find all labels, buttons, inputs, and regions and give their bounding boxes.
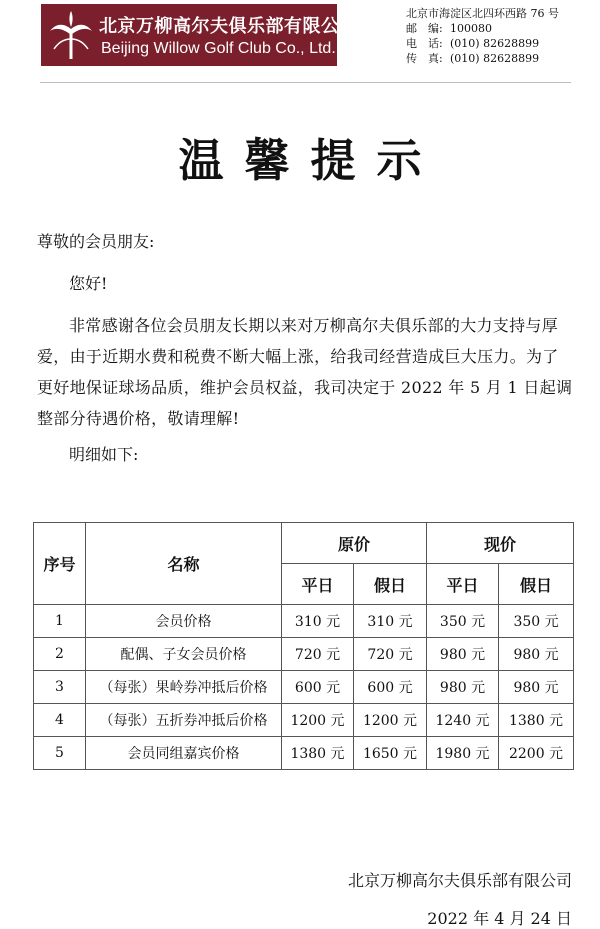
- row-orig-weekday: 1200 元: [282, 704, 354, 737]
- header-name: 名称: [86, 523, 282, 605]
- header-cur-weekday: 平日: [427, 564, 499, 605]
- contact-info: [406, 6, 559, 66]
- row-orig-holiday: 310 元: [354, 605, 427, 638]
- header-original-price: 原价: [282, 523, 427, 564]
- row-no: 2: [34, 638, 86, 671]
- notice-body: [37, 232, 573, 465]
- row-name: 配偶、子女会员价格: [86, 638, 282, 671]
- table-row: [34, 605, 574, 638]
- header-divider: [40, 82, 571, 83]
- phone-line: [406, 36, 559, 51]
- row-cur-holiday: 1380 元: [499, 704, 574, 737]
- price-table: [33, 522, 574, 770]
- header-orig-weekday: 平日: [282, 564, 354, 605]
- phone-label: 电 话:: [406, 37, 443, 50]
- row-orig-holiday: 1650 元: [354, 737, 427, 770]
- row-cur-holiday: 350 元: [499, 605, 574, 638]
- table-row: [34, 671, 574, 704]
- main-paragraph: 非常感谢各位会员朋友长期以来对万柳高尔夫俱乐部的大力支持与厚爱，由于近期水费和税费不断大幅上涨，给我司经营造成巨大压力。为了更好地保证球场品质，维护会员权益，我司决定于 2022 年 5 月 1 日起调整部分待遇价格，敬请理解!: [37, 316, 573, 428]
- row-cur-holiday: 2200 元: [499, 737, 574, 770]
- company-name-cn: 北京万柳高尔夫俱乐部有限公司: [99, 16, 358, 37]
- address: 北京市海淀区北四环西路 76 号: [406, 7, 559, 20]
- row-name: 会员价格: [86, 605, 282, 638]
- row-orig-holiday: 600 元: [354, 671, 427, 704]
- row-orig-weekday: 600 元: [282, 671, 354, 704]
- details-intro: 明细如下:: [69, 445, 139, 464]
- header-cur-holiday: 假日: [499, 564, 574, 605]
- row-no: 5: [34, 737, 86, 770]
- row-cur-holiday: 980 元: [499, 671, 574, 704]
- row-cur-weekday: 350 元: [427, 605, 499, 638]
- fax-label: 传 真:: [406, 52, 443, 65]
- row-cur-weekday: 1240 元: [427, 704, 499, 737]
- row-no: 3: [34, 671, 86, 704]
- row-cur-holiday: 980 元: [499, 638, 574, 671]
- row-name: （每张）果岭券冲抵后价格: [86, 671, 282, 704]
- row-no: 1: [34, 605, 86, 638]
- row-cur-weekday: 1980 元: [427, 737, 499, 770]
- row-cur-weekday: 980 元: [427, 638, 499, 671]
- postcode-label: 邮 编:: [406, 22, 443, 35]
- table-row: [34, 704, 574, 737]
- row-orig-holiday: 1200 元: [354, 704, 427, 737]
- postcode-line: [406, 21, 559, 36]
- row-cur-weekday: 980 元: [427, 671, 499, 704]
- row-name: （每张）五折券冲抵后价格: [86, 704, 282, 737]
- row-no: 4: [34, 704, 86, 737]
- fax: (010) 82628899: [450, 52, 540, 65]
- greeting: 您好!: [69, 274, 108, 293]
- signature-company: 北京万柳高尔夫俱乐部有限公司: [347, 871, 572, 890]
- header-orig-holiday: 假日: [354, 564, 427, 605]
- willow-tree-logo-icon: [46, 9, 96, 61]
- postcode: 100080: [450, 22, 492, 35]
- phone: (010) 82628899: [450, 37, 540, 50]
- row-name: 会员同组嘉宾价格: [86, 737, 282, 770]
- company-logo: [41, 4, 358, 66]
- row-orig-weekday: 1380 元: [282, 737, 354, 770]
- header-current-price: 现价: [427, 523, 574, 564]
- header-no: 序号: [34, 523, 86, 605]
- fax-line: [406, 51, 559, 66]
- row-orig-weekday: 720 元: [282, 638, 354, 671]
- table-row: [34, 737, 574, 770]
- row-orig-weekday: 310 元: [282, 605, 354, 638]
- signature-date: 2022 年 4 月 24 日: [427, 909, 572, 928]
- document-title: 温馨提示: [178, 134, 443, 187]
- company-name-en: Beijing Willow Golf Club Co., Ltd.: [101, 40, 336, 57]
- row-orig-holiday: 720 元: [354, 638, 427, 671]
- table-row: [34, 638, 574, 671]
- salutation: 尊敬的会员朋友:: [37, 232, 155, 251]
